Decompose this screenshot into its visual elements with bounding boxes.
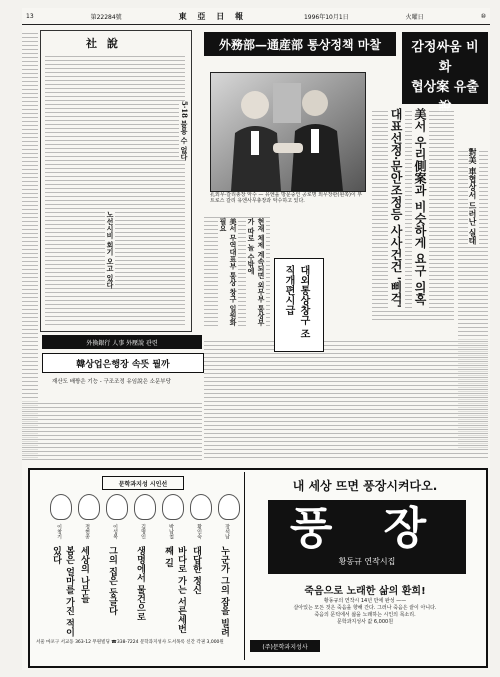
poet-name: 정현종 [84, 524, 90, 539]
poet-name: 황인숙 [196, 524, 202, 539]
handshake-photo-image [211, 73, 365, 191]
poem-title: 봄은 얼마를 가진 적이 있다 [51, 546, 74, 637]
ad-tagline-top: 내 세상 뜨면 풍장시켜다오. [292, 478, 438, 493]
poet-portrait-icon [106, 494, 128, 520]
editorial-heading-1: 5·18 불용 수 없다 [180, 101, 189, 161]
poem-title: 그의 집은 둥글다 [107, 546, 117, 616]
book-subtitle: 황동규 연작시집 [338, 557, 396, 566]
masthead [22, 8, 490, 25]
vertical-headline-2: 대표선정·문안조정등 사사건건 '삐걱' [389, 108, 403, 308]
poem-title: 대답한 정신 [191, 546, 201, 595]
poet-name: 박남철 [168, 524, 174, 539]
poet-portrait-icon [218, 494, 240, 520]
left-text-column [22, 30, 38, 460]
poetry-series-ad [32, 472, 245, 660]
poet-portrait-icon [134, 494, 156, 520]
featured-book-ad [248, 472, 482, 660]
lower-article-text [204, 338, 488, 460]
poetry-series-title: 문학과지성 시인선 [102, 476, 184, 490]
main-headline: 外務部—通産部 통상정책 마찰 [204, 32, 396, 56]
ad-price-line: 문학과지성사 값 6,000원 [336, 619, 394, 625]
ad-body-text [248, 598, 482, 626]
photo-caption: 孔외무·갈리총장 악수 — 유엔을 방문중인 공로명 외무장관(왼쪽)이 부트로스 갈리 유엔사무총장과 악수하고 있다. [210, 192, 363, 204]
editorial-heading-2: 노선시비 회기 오고 있다 [106, 211, 115, 289]
issue-date: 1996年10月1日 [303, 13, 349, 21]
column-heading-2: 美서 무역대표부 통상 창구 일원화 필요 [218, 218, 238, 328]
paper-name: 東 亞 日 報 [178, 11, 247, 21]
sub-article-kicker: 外換銀行 人事 外壓說 관련 [42, 335, 202, 349]
newspaper-page [22, 8, 490, 670]
book-title: 풍 장 [289, 503, 445, 554]
poet-portrait-icon [50, 494, 72, 520]
editorial-body-text [45, 53, 185, 325]
sub-article-title: 韓상업은행장 속뜻 뭘까 [42, 353, 204, 373]
poem-title: 세상의 나무들 [79, 546, 89, 604]
ad-body-line-3: 죽음의 문턱에서 삶을 노래하는 시인의 목소리. [314, 612, 416, 618]
vertical-headline-1: 美서 우리側案과 비슷하게 요구 의혹 [412, 108, 429, 308]
boxed-subhead-text: 대외통상창구 조직개편시급 [283, 265, 309, 339]
ad-body-line-1: 황동규의 연작시 14년 만에 완성 —— [323, 598, 407, 604]
poet-name: 이성복 [112, 524, 118, 539]
column-heading-1: 현재 체제 계속되면 외무부 통상부가 따로 놀 수밖에 [246, 218, 266, 328]
poem-title: 생명에서 물건으로 [135, 546, 145, 622]
right-headline-line-1: 감정싸움 비화 [411, 40, 479, 75]
publisher-tag: (주)문학과지성사 [250, 640, 320, 652]
ad-body-line-2: 살아있는 모든 것은 죽음을 향해 간다. 그러나 죽음은 끝이 아니다. [293, 605, 437, 611]
book-title-box [268, 500, 466, 574]
right-headline-box [402, 32, 488, 104]
issue-number: 第22284號 [90, 13, 122, 21]
page-number: 13 [26, 12, 34, 20]
poet-name: 김명인 [140, 524, 146, 539]
poet-name: 장석남 [224, 524, 230, 539]
poet-portrait-icon [78, 494, 100, 520]
poet-name: 이창기 [56, 524, 62, 539]
boxed-subhead [274, 258, 324, 352]
poet-portrait-icon [162, 494, 184, 520]
weekday: 火曜日 [405, 13, 424, 21]
book-advertisement [28, 468, 488, 668]
poetry-ad-footer: 서울 마포구 서교동 363-12 무원빌딩 ☎338-7224 문학과지성사 도서목록 신간 각권 3,000원 [36, 640, 224, 645]
editorial-title: 社 說 [86, 37, 121, 50]
editorial-box [40, 30, 192, 332]
ad-tagline-bottom: 죽음으로 노래한 삶의 환희! [304, 586, 426, 597]
sub-article-subtitle: 재산도 배짱은 기능 - 구조조정 유임說은 소문부당 [52, 379, 171, 385]
news-photo [210, 72, 366, 192]
sub-article [42, 335, 202, 397]
edition-mark: ⑩ [480, 12, 486, 20]
sub-article-text [22, 400, 202, 460]
poem-title: 누군가 그의 잠을 빌려 [219, 546, 229, 637]
right-headline-line-2: 협상案 유출 [411, 80, 479, 95]
sidebar-vertical-headline: 對美 車협상서 드러난 실태 [468, 148, 478, 245]
poet-portrait-icon [190, 494, 212, 520]
poem-title: 바다로 가는 서른세번째 길 [163, 546, 186, 634]
